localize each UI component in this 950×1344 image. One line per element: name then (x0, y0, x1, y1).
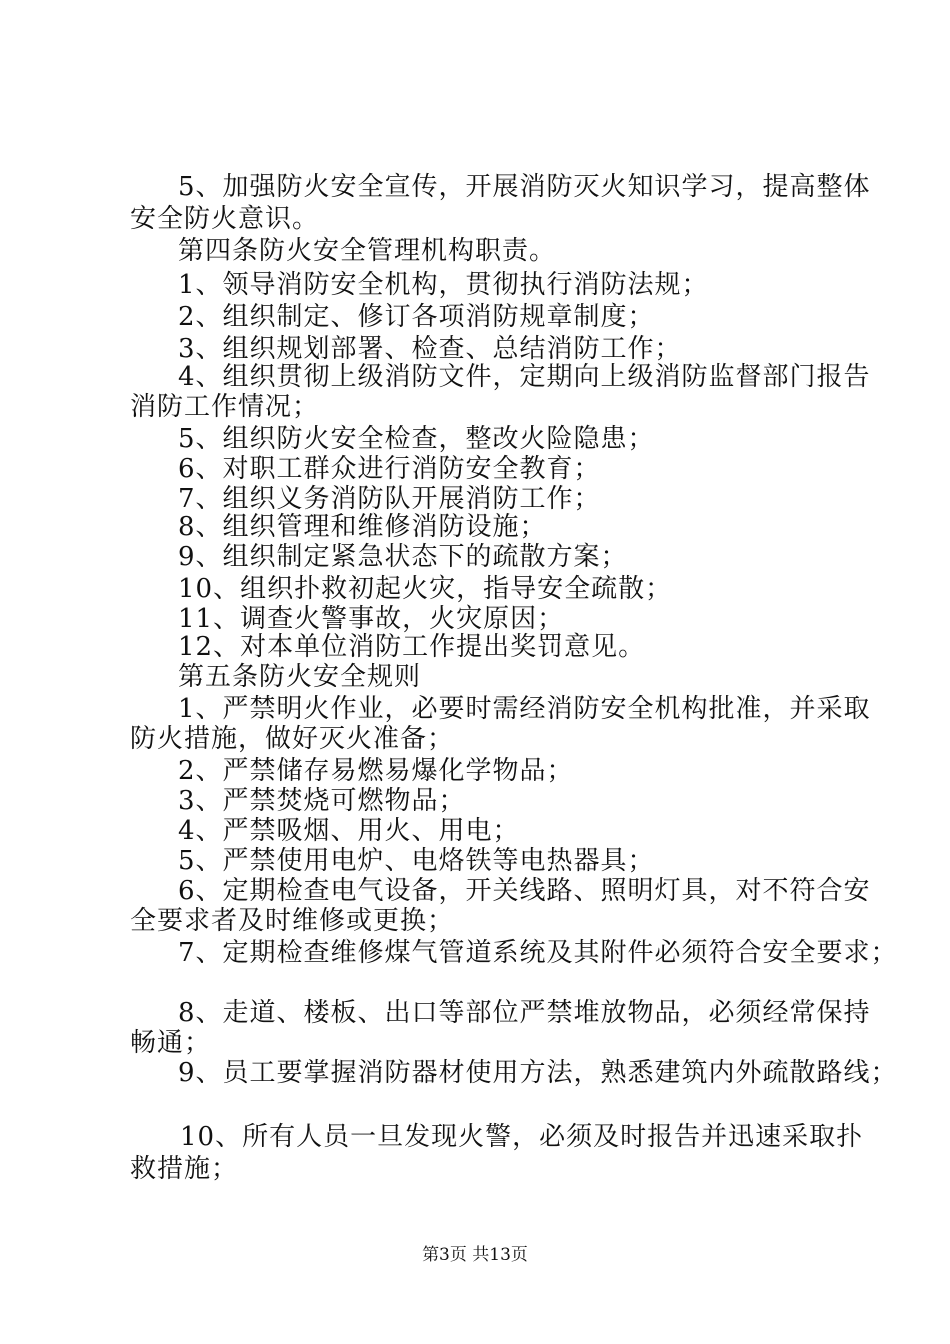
list-item: 1、领导消防安全机构，贯彻执行消防法规； (178, 270, 709, 300)
list-item-continuation: 消防工作情况； (130, 392, 320, 422)
list-item-continuation: 畅通； (130, 1028, 212, 1058)
list-item: 4、严禁吸烟、用火、用电； (178, 816, 520, 846)
list-item: 1、严禁明火作业，必要时需经消防安全机构批准，并采取 (178, 694, 871, 724)
list-item: 9、组织制定紧急状态下的疏散方案； (178, 542, 628, 572)
list-item: 11、调查火警事故，火灾原因； (178, 604, 565, 634)
list-item: 6、对职工群众进行消防安全教育； (178, 454, 601, 484)
list-item: 8、组织管理和维修消防设施； (178, 512, 547, 542)
paragraph-line: 5、加强防火安全宣传，开展消防灭火知识学习，提高整体 (178, 172, 871, 202)
list-item-continuation: 救措施； (130, 1154, 239, 1184)
section-heading: 第四条防火安全管理机构职责。 (178, 236, 557, 266)
list-item: 10、组织扑救初起火灾，指导安全疏散； (178, 574, 673, 604)
list-item: 5、组织防火安全检查，整改火险隐患； (178, 424, 655, 454)
list-item: 8、走道、楼板、出口等部位严禁堆放物品，必须经常保持 (178, 998, 871, 1028)
list-item: 2、严禁储存易燃易爆化学物品； (178, 756, 574, 786)
list-item: 7、组织义务消防队开展消防工作； (178, 484, 601, 514)
section-heading: 第五条防火安全规则 (178, 662, 422, 692)
list-item: 12、对本单位消防工作提出奖罚意见。 (178, 632, 646, 662)
list-item: 10、所有人员一旦发现火警，必须及时报告并迅速采取扑 (180, 1122, 864, 1152)
list-item: 3、严禁焚烧可燃物品； (178, 786, 466, 816)
list-item: 6、定期检查电气设备，开关线路、照明灯具，对不符合安 (178, 876, 871, 906)
paragraph-line: 安全防火意识。 (130, 204, 320, 234)
page-footer: 第3页 共13页 (422, 1245, 528, 1265)
list-item-continuation: 全要求者及时维修或更换； (130, 906, 455, 936)
list-item-continuation: 防火措施，做好灭火准备； (130, 724, 455, 754)
list-item: 2、组织制定、修订各项消防规章制度； (178, 302, 655, 332)
list-item: 9、员工要掌握消防器材使用方法，熟悉建筑内外疏散路线； (178, 1058, 898, 1088)
list-item: 3、组织规划部署、检查、总结消防工作； (178, 334, 682, 364)
list-item: 5、严禁使用电炉、电烙铁等电热器具； (178, 846, 655, 876)
list-item: 4、组织贯彻上级消防文件，定期向上级消防监督部门报告 (178, 362, 871, 392)
list-item: 7、定期检查维修煤气管道系统及其附件必须符合安全要求； (178, 938, 898, 968)
